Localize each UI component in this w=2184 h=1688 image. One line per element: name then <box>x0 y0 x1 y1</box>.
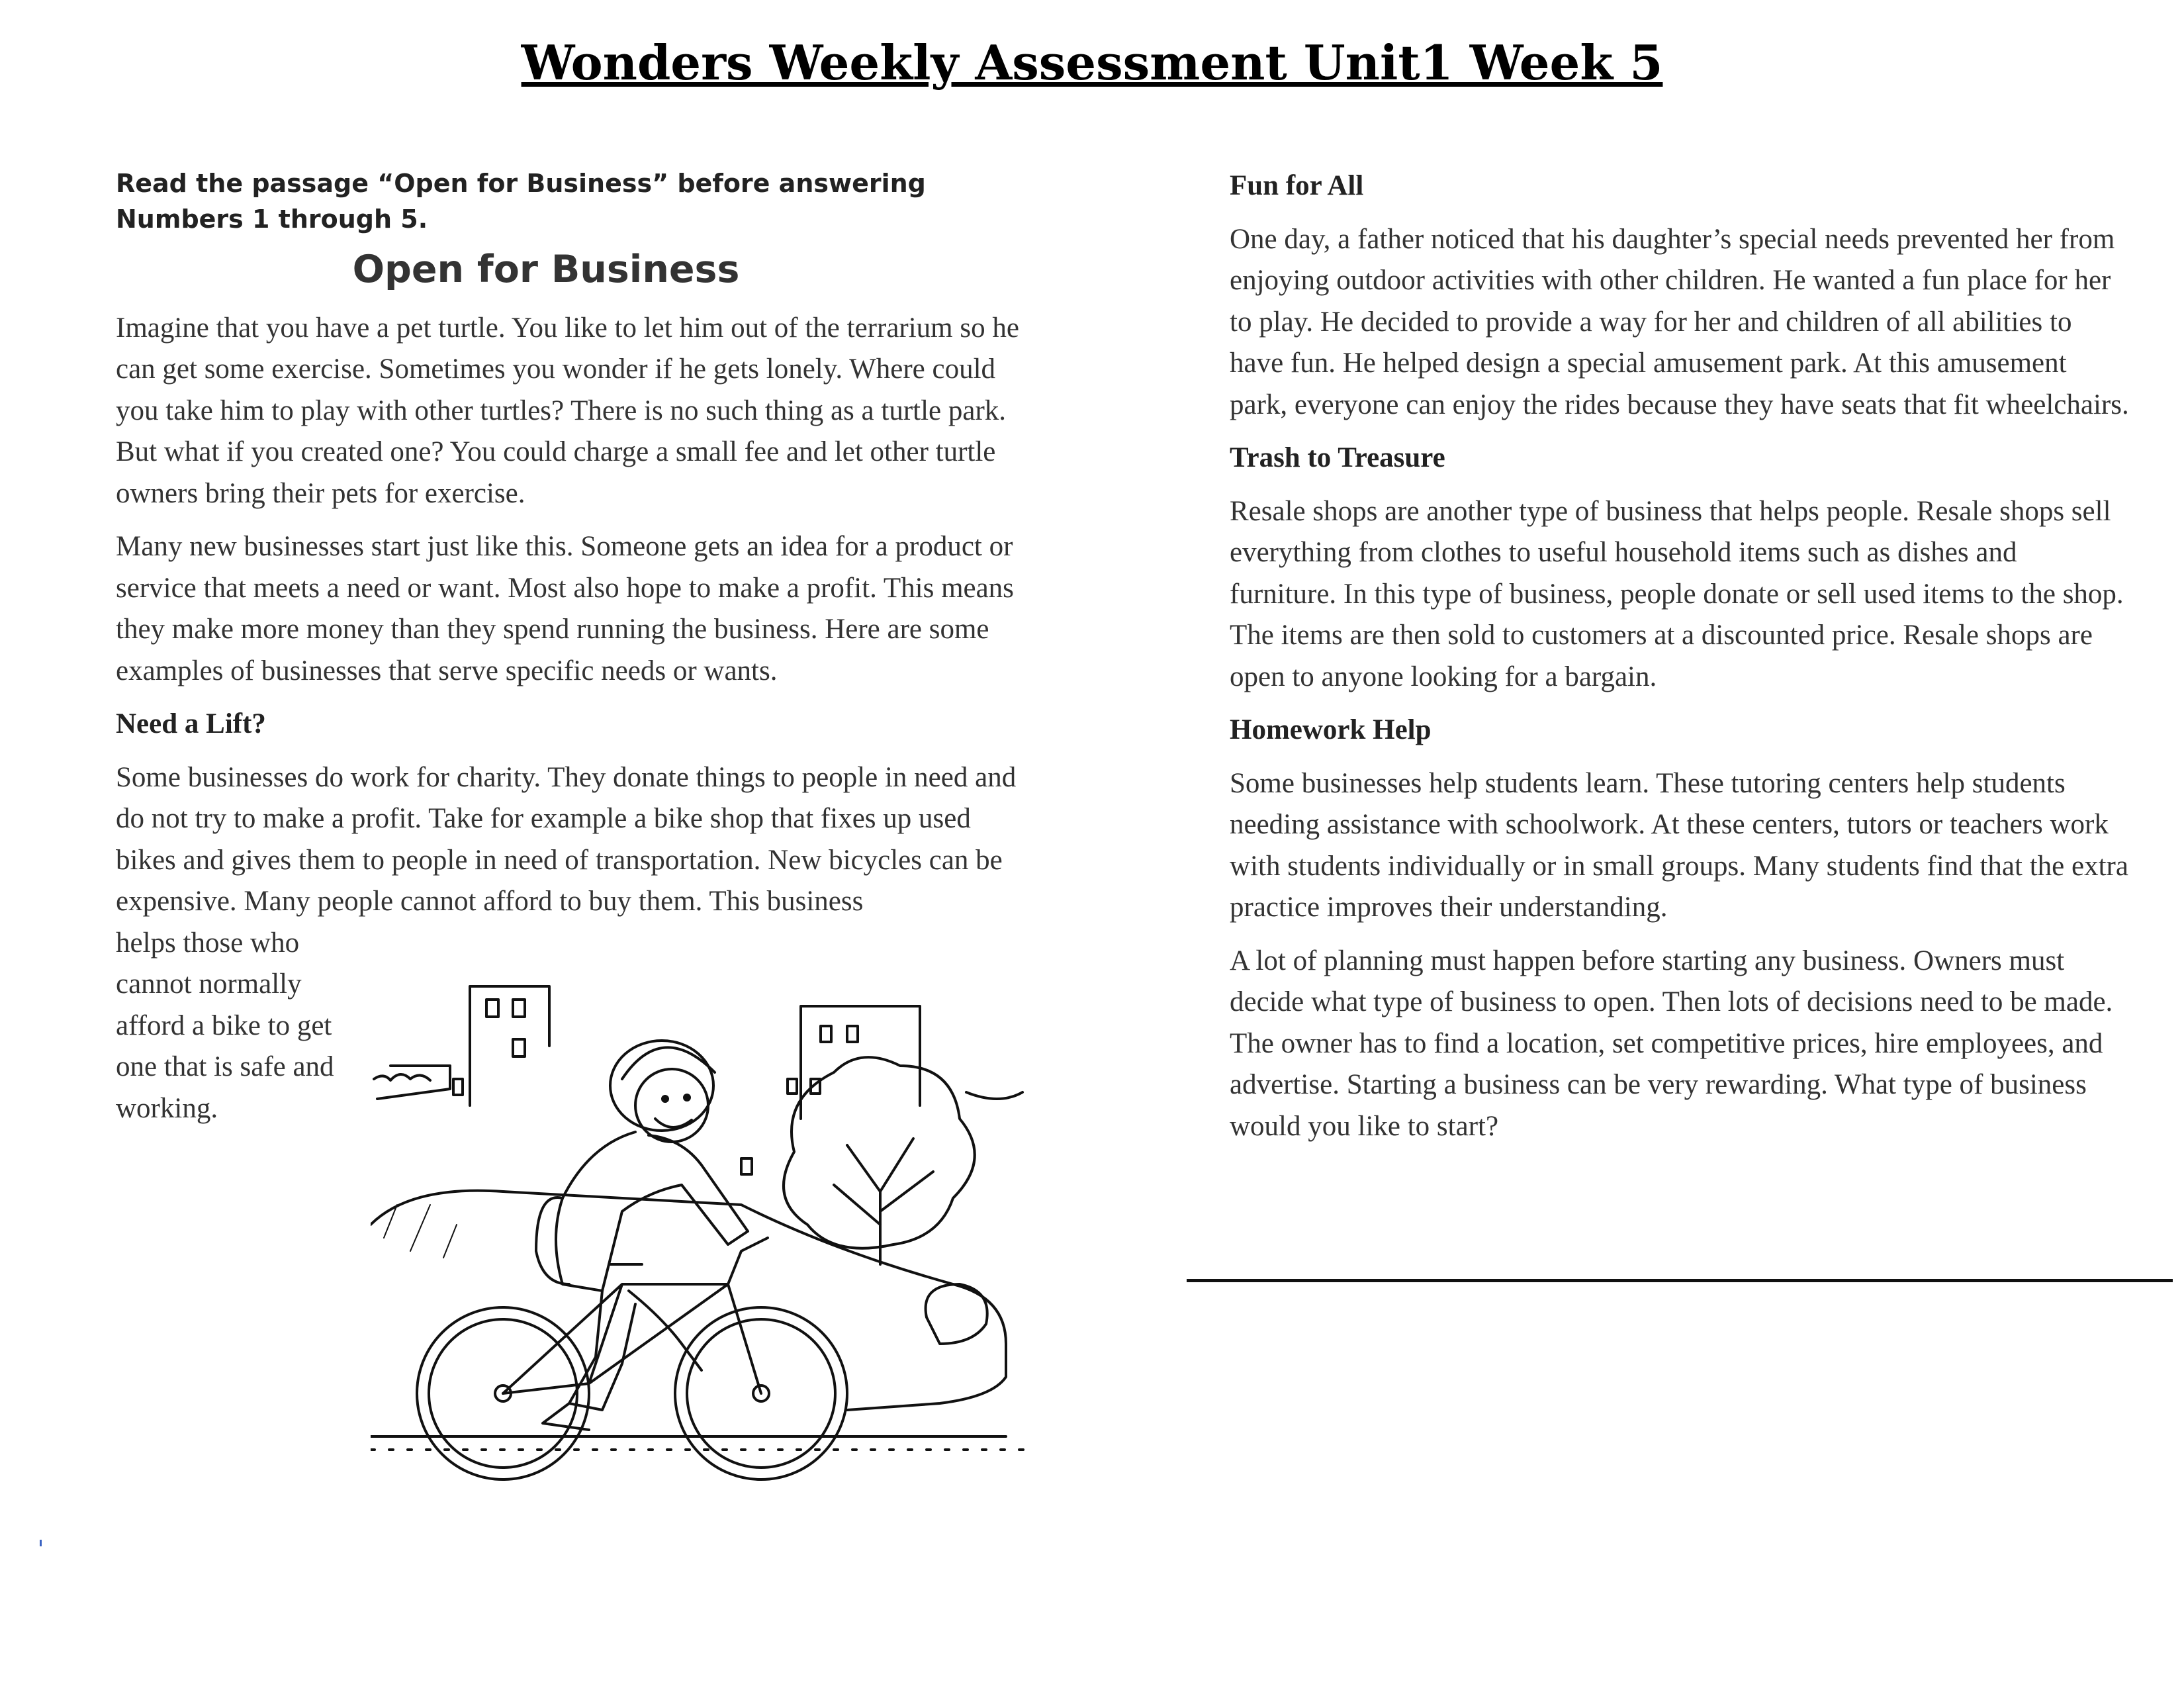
stray-mark <box>40 1540 42 1546</box>
heading-homework-help: Homework Help <box>1230 714 1432 745</box>
paragraph-need-a-lift: Some businesses do work for charity. They donate things to people in need and do not try to make a profit. Take for example a bike shop that fixes up used bikes and gives them to people in need of transportation. New bicycles can be expensive. Many people cannot afford to buy them. This business <box>116 761 1017 917</box>
paragraph-homework-help: Some businesses help students learn. These tutoring centers help students needing assistance with schoolwork. At these centers, tutors or teachers work with students individually or in small groups. Many students find that the extra practice improves their understanding. <box>1230 767 2128 923</box>
heading-trash-to-treasure: Trash to Treasure <box>1230 442 1445 473</box>
heading-fun-for-all: Fun for All <box>1230 170 1364 201</box>
paragraph-need-a-lift-wrap: helps those who cannot normally afford a bike to get one that is safe and working. <box>116 927 334 1124</box>
instructions: Read the passage “Open for Business” before answering Numbers 1 through 5. <box>116 169 926 234</box>
paragraph-closing: A lot of planning must happen before starting any business. Owners must decide what type of business to open. Then lots of decisions need to be made. The owner has to find a location, set competitive prices, hire employees, and advertise. Starting a business can be very rewarding. What type of business would you like to start? <box>1230 945 2113 1142</box>
bike-rider-illustration <box>371 973 1029 1509</box>
document-title: Wonders Weekly Assessment Unit1 Week 5 <box>521 34 1663 91</box>
right-column <box>1230 165 2130 1159</box>
passage-title: Open for Business <box>352 248 740 291</box>
paragraph-intro: Imagine that you have a pet turtle. You like to let him out of the terrarium so he can get some exercise. Sometimes you wonder if he gets lonely. Where could you take him to play with other turtles? There is no such thing as a turtle park. But what if you created one? You could charge a small fee and let other turtle owners bring their pets for exercise. <box>116 312 1019 509</box>
paragraph-fun-for-all: One day, a father noticed that his daughter’s special needs prevented her from enjoying outdoor activities with other children. He wanted a fun place for her to play. He decided to provide a way for her and children of all abilities to have fun. He helped design a special amusement park. At this amusement park, everyone can enjoy the rides because they have seats that fit wheelchairs. <box>1230 223 2129 420</box>
paragraph-trash-to-treasure: Resale shops are another type of business that helps people. Resale shops sell everything from clothes to useful household items such as dishes and furniture. In this type of business, people donate or sell used items to the shop. The items are then sold to customers at a discounted price. Resale shops are open to anyone looking for a bargain. <box>1230 495 2124 692</box>
heading-need-a-lift: Need a Lift? <box>116 708 266 739</box>
paragraph-new-businesses: Many new businesses start just like this. Someone gets an idea for a product or service that meets a need or want. Most also hope to make a profit. This means they make more money than they spend running the business. Here are some examples of businesses that serve specific needs or wants. <box>116 531 1014 686</box>
section-divider <box>1187 1279 2173 1282</box>
